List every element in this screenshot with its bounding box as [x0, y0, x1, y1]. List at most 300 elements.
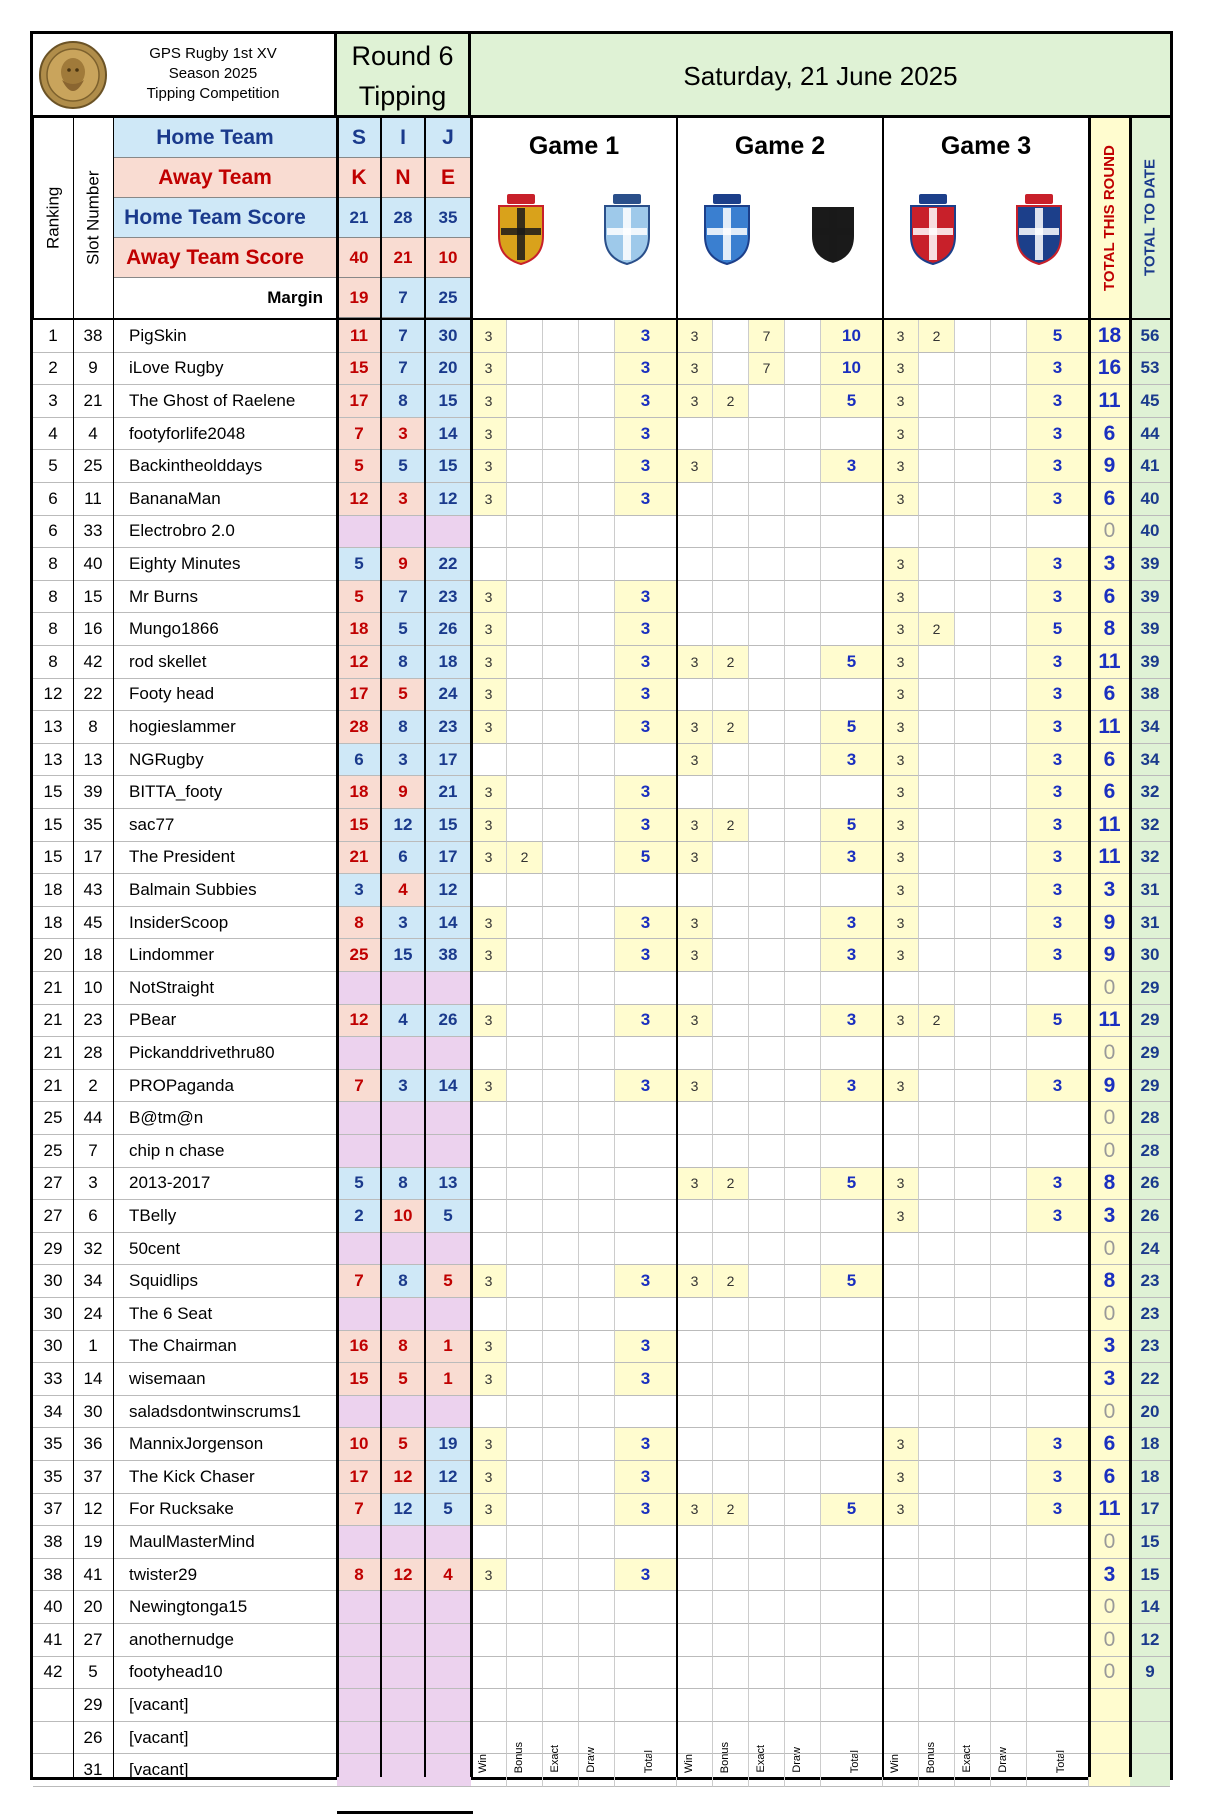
game-2-total-cell	[821, 1298, 883, 1331]
game-3-draw-cell	[991, 516, 1027, 549]
game-3-win-cell	[883, 1591, 919, 1624]
game-1-win-cell: 3	[471, 1005, 507, 1038]
total-this-round-cell: 6	[1089, 483, 1130, 516]
game-1-exact-label: Exact	[549, 1745, 561, 1773]
total-this-round-cell: 6	[1089, 1428, 1130, 1461]
game-3-bonus-cell	[919, 1102, 955, 1135]
game-2-bonus-cell	[713, 1363, 749, 1396]
game-2-bonus-cell	[713, 353, 749, 386]
tip-game-2-cell	[381, 1722, 425, 1755]
game-2-total-cell	[821, 874, 883, 907]
tip-game-1-cell	[337, 1591, 381, 1624]
game-3-win-cell	[883, 1396, 919, 1429]
tip-game-1-cell: 15	[337, 809, 381, 842]
game-3-win-cell	[883, 1233, 919, 1266]
rank-cell: 38	[33, 1526, 73, 1559]
game-2-total-cell: 5	[821, 1168, 883, 1201]
total-this-round-cell	[1089, 1689, 1130, 1722]
game-3-draw-cell	[991, 1298, 1027, 1331]
total-to-date-cell: 29	[1130, 1070, 1170, 1103]
tip-game-3-cell	[425, 1689, 471, 1722]
slot-cell: 38	[73, 320, 113, 353]
tip-game-1-cell: 12	[337, 646, 381, 679]
game-1-draw-cell	[579, 1363, 615, 1396]
tip-game-2-cell	[381, 1135, 425, 1168]
game-1-exact-cell	[543, 516, 579, 549]
total-to-date-cell: 39	[1130, 613, 1170, 646]
game-3-exact-cell	[955, 1396, 991, 1429]
rank-cell: 1	[33, 320, 73, 353]
game-3-win-cell: 3	[883, 711, 919, 744]
slot-cell: 35	[73, 809, 113, 842]
game-3-draw-cell	[991, 613, 1027, 646]
tip-game-1-cell: 28	[337, 711, 381, 744]
game-2-draw-cell	[785, 1135, 821, 1168]
total-to-date-cell: 15	[1130, 1559, 1170, 1592]
rank-cell: 18	[33, 874, 73, 907]
game-1-draw-cell	[579, 1559, 615, 1592]
game-2-exact-cell	[749, 874, 785, 907]
away-team-label: Away Team	[113, 158, 337, 198]
game-2-total-cell	[821, 776, 883, 809]
player-name-cell: 2013-2017	[113, 1168, 337, 1201]
game-1-exact-cell	[543, 418, 579, 451]
game-2-bonus-cell	[713, 418, 749, 451]
game-2-exact-cell	[749, 1428, 785, 1461]
game-1-win-cell: 3	[471, 418, 507, 451]
game-1-total-cell: 3	[615, 1331, 677, 1364]
rank-cell: 6	[33, 516, 73, 549]
game-2-total-cell: 3	[821, 744, 883, 777]
game-3-draw-cell	[991, 1689, 1027, 1722]
player-name-cell: Eighty Minutes	[113, 548, 337, 581]
game-3-bonus-cell	[919, 842, 955, 875]
tip-game-1-cell: 5	[337, 548, 381, 581]
tip-game-3-cell: 17	[425, 744, 471, 777]
tip-game-1-cell: 5	[337, 581, 381, 614]
game-1-total-cell: 3	[615, 1559, 677, 1592]
game-2-exact-cell	[749, 1722, 785, 1755]
player-name-cell: wisemaan	[113, 1363, 337, 1396]
game-3-exact-cell	[955, 581, 991, 614]
game-2-bonus-cell	[713, 1559, 749, 1592]
game-2-draw-cell	[785, 679, 821, 712]
game-1-bonus-cell	[507, 1657, 543, 1690]
game-2-draw-cell	[785, 581, 821, 614]
game-1-bonus-cell	[507, 972, 543, 1005]
slot-cell: 8	[73, 711, 113, 744]
total-this-round-cell: 11	[1089, 711, 1130, 744]
game-2-draw-cell	[785, 320, 821, 353]
game-2-win-cell: 3	[677, 842, 713, 875]
game-2-exact-cell	[749, 1168, 785, 1201]
total-this-round-cell: 11	[1089, 1494, 1130, 1527]
game-3-bonus-cell	[919, 1298, 955, 1331]
tip-game-3-cell: 26	[425, 1005, 471, 1038]
game-3-away-header: E	[425, 158, 471, 198]
ranking-header: Ranking	[33, 118, 73, 318]
player-name-cell: The President	[113, 842, 337, 875]
game-3-exact-cell	[955, 1461, 991, 1494]
total-this-round-cell: 3	[1089, 1200, 1130, 1233]
player-name-cell: Pickanddrivethru80	[113, 1037, 337, 1070]
slot-cell: 4	[73, 418, 113, 451]
game-3-bonus-cell	[919, 1754, 955, 1787]
game-2-total-cell	[821, 483, 883, 516]
tip-game-2-cell: 3	[381, 907, 425, 940]
game-1-exact-cell	[543, 1396, 579, 1429]
total-this-round-cell: 3	[1089, 1331, 1130, 1364]
game-3-bonus-cell	[919, 581, 955, 614]
game-3-total-cell: 5	[1027, 1005, 1089, 1038]
game-1-home-score-header: 21	[337, 198, 381, 238]
game-1-draw-cell	[579, 1168, 615, 1201]
game-3-exact-cell	[955, 1005, 991, 1038]
game-1-exact-cell	[543, 320, 579, 353]
total-to-date-cell	[1130, 1689, 1170, 1722]
game-1-away-score-header: 40	[337, 238, 381, 278]
total-to-date-cell: 34	[1130, 711, 1170, 744]
game-2-exact-cell	[749, 1754, 785, 1787]
game-2-draw-cell	[785, 1657, 821, 1690]
tip-game-2-cell: 3	[381, 483, 425, 516]
player-name-cell: PBear	[113, 1005, 337, 1038]
game-1-total-cell: 3	[615, 385, 677, 418]
total-to-date-cell: 20	[1130, 1396, 1170, 1429]
tip-game-3-cell	[425, 516, 471, 549]
tip-game-2-cell: 3	[381, 744, 425, 777]
game-3-exact-cell	[955, 1200, 991, 1233]
game-2-win-cell	[677, 1526, 713, 1559]
game-2-exact-cell	[749, 1396, 785, 1429]
game-1-win-cell: 3	[471, 939, 507, 972]
game-2-draw-cell	[785, 972, 821, 1005]
game-3-total-cell	[1027, 1591, 1089, 1624]
total-to-date-cell: 29	[1130, 1037, 1170, 1070]
slot-cell: 18	[73, 939, 113, 972]
game-1-draw-cell	[579, 1657, 615, 1690]
slot-cell: 16	[73, 613, 113, 646]
tip-game-3-cell: 12	[425, 874, 471, 907]
game-2-win-cell: 3	[677, 907, 713, 940]
total-this-round-cell: 0	[1089, 1102, 1130, 1135]
game-1-win-cell: 3	[471, 711, 507, 744]
total-to-date-cell: 26	[1130, 1168, 1170, 1201]
game-3-draw-cell	[991, 776, 1027, 809]
game-3-draw-cell	[991, 939, 1027, 972]
game-2-draw-cell	[785, 516, 821, 549]
game-1-draw-cell	[579, 450, 615, 483]
game-2-total-cell	[821, 1037, 883, 1070]
game-2-total-cell: 3	[821, 1005, 883, 1038]
tip-game-1-cell: 15	[337, 1363, 381, 1396]
round-line-1: Round 6	[351, 41, 454, 71]
game-2-bonus-cell: 2	[713, 1494, 749, 1527]
game-1-draw-cell	[579, 1135, 615, 1168]
total-this-round-cell: 9	[1089, 1070, 1130, 1103]
game-1-win-cell	[471, 1135, 507, 1168]
player-name-cell: PigSkin	[113, 320, 337, 353]
game-1-bonus-cell	[507, 646, 543, 679]
tip-game-3-cell	[425, 1722, 471, 1755]
game-3-win-cell	[883, 1526, 919, 1559]
game-2-exact-cell	[749, 1005, 785, 1038]
game-3-total-label: Total	[1055, 1749, 1067, 1773]
game-1-exact-cell	[543, 1298, 579, 1331]
game-3-draw-cell	[991, 581, 1027, 614]
game-3-total-cell: 3	[1027, 450, 1089, 483]
game-2-bonus-cell	[713, 1754, 749, 1787]
game-1-margin-header: 19	[337, 278, 381, 318]
game-2-exact-cell	[749, 744, 785, 777]
game-1-total-cell	[615, 972, 677, 1005]
game-2-total-cell: 5	[821, 1265, 883, 1298]
game-3-draw-cell	[991, 1233, 1027, 1266]
total-this-round-cell: 11	[1089, 385, 1130, 418]
game-2-exact-cell	[749, 1233, 785, 1266]
game-2-win-cell	[677, 1135, 713, 1168]
tip-game-3-cell: 19	[425, 1428, 471, 1461]
player-name-cell: The Ghost of Raelene	[113, 385, 337, 418]
slot-cell: 30	[73, 1396, 113, 1429]
tip-game-1-cell	[337, 1657, 381, 1690]
game-2-bonus-cell	[713, 450, 749, 483]
game-3-draw-cell	[991, 1494, 1027, 1527]
tip-game-1-cell: 5	[337, 450, 381, 483]
game-3-bonus-cell	[919, 385, 955, 418]
game-1-draw-cell	[579, 385, 615, 418]
tip-game-3-cell: 26	[425, 613, 471, 646]
game-1-draw-cell	[579, 516, 615, 549]
tip-game-2-cell: 9	[381, 776, 425, 809]
slot-cell: 15	[73, 581, 113, 614]
rank-cell: 21	[33, 1070, 73, 1103]
game-2-win-cell	[677, 1428, 713, 1461]
game-2-bonus-cell	[713, 1624, 749, 1657]
game-2-exact-cell	[749, 1331, 785, 1364]
game-1-total-cell: 3	[615, 418, 677, 451]
game-3-exact-cell	[955, 744, 991, 777]
game-2-win-cell	[677, 1657, 713, 1690]
tip-game-1-cell: 17	[337, 1461, 381, 1494]
game-1-bonus-cell	[507, 1233, 543, 1266]
tip-game-1-cell	[337, 1624, 381, 1657]
game-1-exact-cell	[543, 1168, 579, 1201]
home-score-label: Home Team Score	[113, 198, 337, 238]
game-2-bonus-cell	[713, 1298, 749, 1331]
game-1-exact-cell	[543, 1428, 579, 1461]
tip-game-2-cell: 12	[381, 1494, 425, 1527]
slot-cell: 24	[73, 1298, 113, 1331]
total-this-round-cell: 6	[1089, 744, 1130, 777]
game-1-bonus-cell	[507, 1526, 543, 1559]
game-2-total-cell	[821, 1461, 883, 1494]
game-3-bonus-cell	[919, 516, 955, 549]
rank-cell: 40	[33, 1591, 73, 1624]
game-3-exact-cell	[955, 1624, 991, 1657]
game-3-bonus-cell	[919, 1168, 955, 1201]
slot-cell: 10	[73, 972, 113, 1005]
game-3-win-cell	[883, 516, 919, 549]
rank-cell: 21	[33, 972, 73, 1005]
tip-game-2-cell	[381, 1526, 425, 1559]
game-3-exact-cell	[955, 679, 991, 712]
tip-game-2-cell: 9	[381, 548, 425, 581]
game-3-draw-cell	[991, 1070, 1027, 1103]
game-2-total-cell	[821, 1331, 883, 1364]
game-2-bonus-cell	[713, 874, 749, 907]
total-to-date-cell: 9	[1130, 1657, 1170, 1690]
tip-game-1-cell: 12	[337, 483, 381, 516]
game-2-win-cell	[677, 1363, 713, 1396]
game-1-exact-cell	[543, 1070, 579, 1103]
round-title	[337, 34, 471, 118]
game-2-draw-cell	[785, 809, 821, 842]
tip-game-2-cell: 5	[381, 613, 425, 646]
total-this-round-cell	[1089, 1722, 1130, 1755]
game-2-win-cell: 3	[677, 939, 713, 972]
player-name-cell: Electrobro 2.0	[113, 516, 337, 549]
game-3-total-cell: 3	[1027, 1168, 1089, 1201]
game-1-win-cell	[471, 548, 507, 581]
tip-game-2-cell	[381, 1102, 425, 1135]
game-3-total-cell	[1027, 1657, 1089, 1690]
game-3-draw-cell	[991, 353, 1027, 386]
game-2-exact-cell	[749, 450, 785, 483]
tip-game-1-cell	[337, 1135, 381, 1168]
game-1-bonus-cell	[507, 548, 543, 581]
game-3-total-cell	[1027, 1037, 1089, 1070]
game-3-win-cell: 3	[883, 939, 919, 972]
tip-game-2-cell: 5	[381, 679, 425, 712]
game-1-bonus-label: Bonus	[513, 1741, 525, 1773]
game-2-win-cell: 3	[677, 353, 713, 386]
player-name-cell: twister29	[113, 1559, 337, 1592]
game-1-exact-cell	[543, 907, 579, 940]
game-1-exact-cell	[543, 613, 579, 646]
game-2-draw-cell	[785, 385, 821, 418]
game-2-draw-cell	[785, 1168, 821, 1201]
tip-game-1-cell: 17	[337, 679, 381, 712]
column-divider	[113, 118, 114, 1777]
player-name-cell: BITTA_footy	[113, 776, 337, 809]
game-3-bonus-cell	[919, 1265, 955, 1298]
game-1-draw-cell	[579, 972, 615, 1005]
game-1-draw-cell	[579, 581, 615, 614]
slot-cell: 33	[73, 516, 113, 549]
game-3-bonus-cell	[919, 711, 955, 744]
tip-game-3-cell	[425, 1037, 471, 1070]
game-1-win-cell: 3	[471, 646, 507, 679]
total-this-round-cell: 11	[1089, 1005, 1130, 1038]
game-1-win-cell	[471, 1722, 507, 1755]
game-3-draw-cell	[991, 1396, 1027, 1429]
game-1-draw-cell	[579, 776, 615, 809]
total-this-round-cell: 0	[1089, 1037, 1130, 1070]
game-1-draw-cell	[579, 1526, 615, 1559]
game-2-bonus-cell	[713, 613, 749, 646]
player-name-cell: Mungo1866	[113, 613, 337, 646]
game-2-draw-cell	[785, 1428, 821, 1461]
game-3-win-cell	[883, 1689, 919, 1722]
game-2-win-cell	[677, 776, 713, 809]
rank-cell: 38	[33, 1559, 73, 1592]
tip-game-1-cell: 6	[337, 744, 381, 777]
slot-cell: 3	[73, 1168, 113, 1201]
rank-cell: 18	[33, 907, 73, 940]
game-2-exact-cell: 7	[749, 320, 785, 353]
game-1-total-cell: 3	[615, 320, 677, 353]
game-2-exact-cell	[749, 1363, 785, 1396]
griffin-crest-icon	[805, 192, 861, 268]
game-3-bonus-cell	[919, 450, 955, 483]
game-3-exact-cell	[955, 939, 991, 972]
tip-game-3-cell: 12	[425, 483, 471, 516]
game-2-draw-cell	[785, 874, 821, 907]
player-name-cell: Backintheolddays	[113, 450, 337, 483]
game-2-exact-cell	[749, 1689, 785, 1722]
tip-game-3-cell: 24	[425, 679, 471, 712]
tip-game-1-cell	[337, 1396, 381, 1429]
player-name-cell: InsiderScoop	[113, 907, 337, 940]
game-1-draw-cell	[579, 1298, 615, 1331]
slot-cell: 26	[73, 1722, 113, 1755]
game-1-win-label: Win	[477, 1754, 489, 1773]
game-2-win-cell: 3	[677, 1070, 713, 1103]
game-1-win-cell	[471, 1591, 507, 1624]
game-1-draw-cell	[579, 1624, 615, 1657]
game-3-draw-cell	[991, 809, 1027, 842]
game-1-exact-cell	[543, 1265, 579, 1298]
game-3-exact-cell	[955, 483, 991, 516]
title-line-2: Season 2025	[168, 65, 258, 82]
game-2-bonus-cell	[713, 1689, 749, 1722]
game-1-total-cell: 3	[615, 353, 677, 386]
game-3-exact-cell	[955, 809, 991, 842]
player-name-cell: rod skellet	[113, 646, 337, 679]
college-shield-crest-icon	[1011, 192, 1067, 268]
total-to-date-cell: 29	[1130, 1005, 1170, 1038]
game-1-exact-cell	[543, 1624, 579, 1657]
tip-game-2-cell: 12	[381, 1559, 425, 1592]
game-3-bonus-cell	[919, 1135, 955, 1168]
college-shield-crest-icon	[699, 192, 755, 268]
rank-cell: 37	[33, 1494, 73, 1527]
game-2-exact-label: Exact	[755, 1745, 767, 1773]
total-to-date-cell: 56	[1130, 320, 1170, 353]
game-1-bonus-cell	[507, 939, 543, 972]
game-2-margin-header: 7	[381, 278, 425, 318]
game-1-total-cell	[615, 1037, 677, 1070]
rank-cell: 21	[33, 1005, 73, 1038]
game-1-draw-cell	[579, 874, 615, 907]
game-1-win-cell: 3	[471, 613, 507, 646]
game-1-total-cell	[615, 1754, 677, 1787]
game-1-exact-cell	[543, 809, 579, 842]
tip-game-2-cell: 7	[381, 353, 425, 386]
player-name-cell: 50cent	[113, 1233, 337, 1266]
tip-game-3-cell	[425, 1657, 471, 1690]
total-to-date-cell: 14	[1130, 1591, 1170, 1624]
game-3-exact-cell	[955, 516, 991, 549]
game-2-exact-cell	[749, 646, 785, 679]
game-3-win-label: Win	[889, 1754, 901, 1773]
tip-game-1-cell	[337, 1233, 381, 1266]
game-3-exact-cell	[955, 1135, 991, 1168]
total-to-date-cell: 39	[1130, 646, 1170, 679]
player-name-cell: Mr Burns	[113, 581, 337, 614]
game-3-exact-cell	[955, 1070, 991, 1103]
